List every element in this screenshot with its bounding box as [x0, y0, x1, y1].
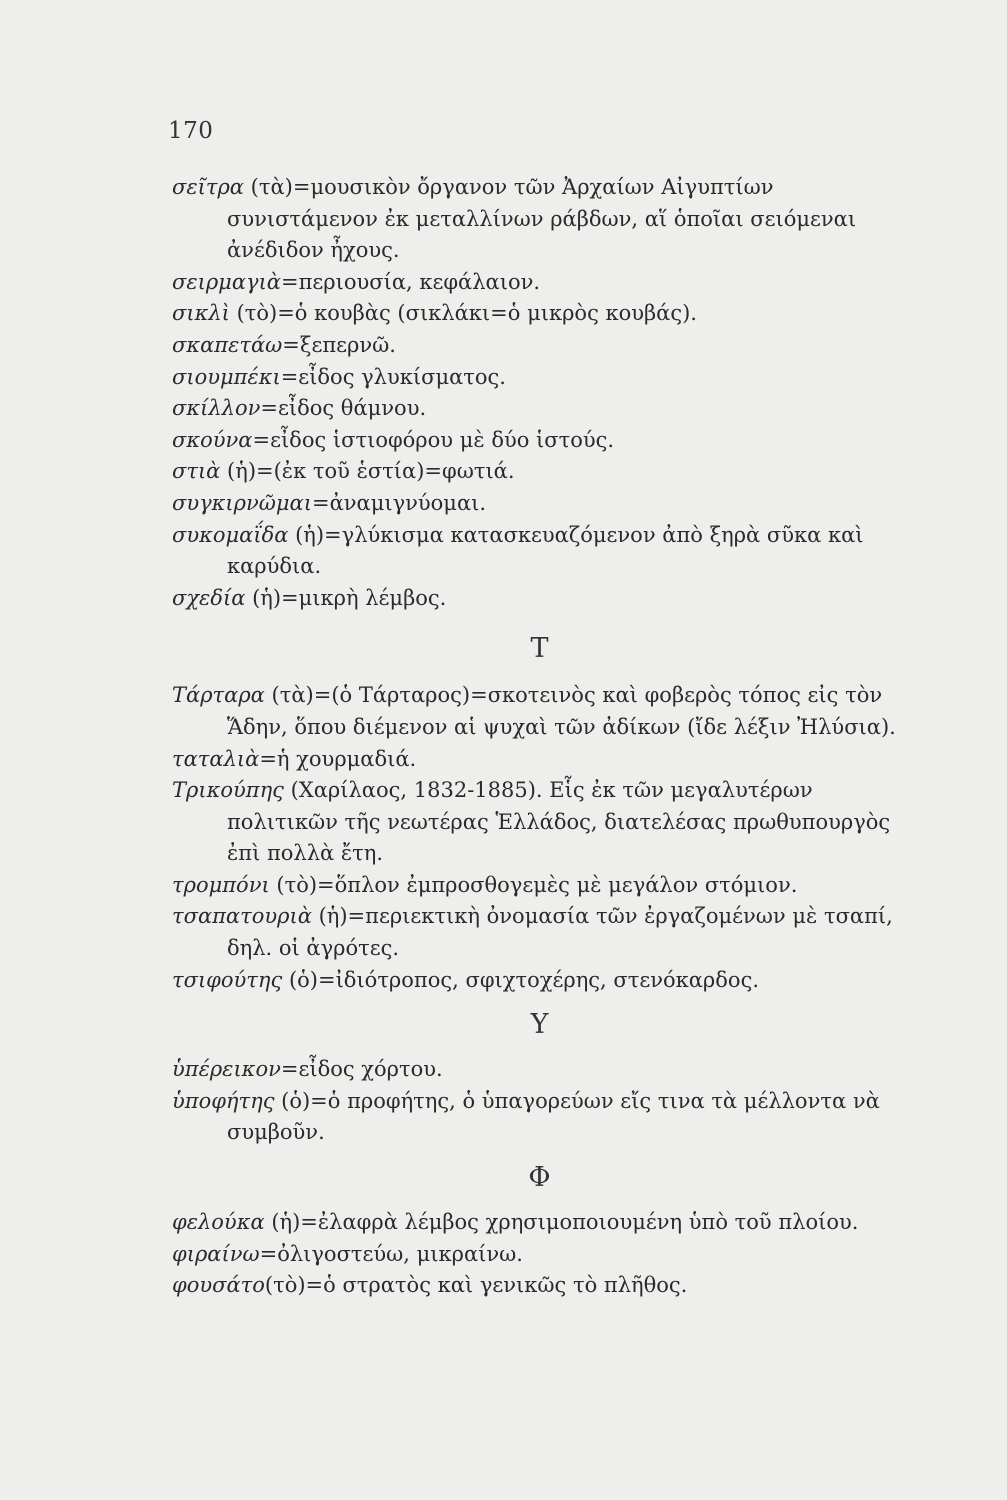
definition: =ἀναμιγνύομαι.: [311, 490, 487, 515]
headword: Τάρταρα: [172, 683, 265, 708]
definition: =εἶδος θάμνου.: [260, 396, 427, 421]
headword: σικλὶ: [172, 301, 230, 326]
glossary-entry: [172, 583, 897, 615]
definition: (τὰ)=(ὁ Τάρταρος)=σκοτεινὸς καὶ φοβερὸς τόπος εἰς τὸν Ἅδην, ὅπου διέμενον αἱ ψυχαὶ τῶν ἀδίκων (ἴδε λέξιν Ἠλύσια).: [227, 683, 896, 739]
definition: (ἡ)=μικρὴ λέμβος.: [245, 585, 447, 610]
glossary-entry: [172, 1207, 897, 1239]
glossary: [172, 172, 897, 1302]
glossary-entry: [172, 267, 897, 299]
headword: συκομαΐδα: [172, 522, 289, 547]
glossary-entry: [172, 456, 897, 488]
headword: ταταλιὰ: [172, 746, 260, 771]
definition: (ἡ)=περιεκτικὴ ὀνομασία τῶν ἐργαζομένων μὲ τσαπί, δηλ. οἱ ἀγρότες.: [227, 904, 893, 961]
headword: σιουμπέκι: [172, 364, 281, 389]
headword: φελούκα: [172, 1210, 265, 1235]
definition: (τὸ)=ὁ κουβὰς (σικλάκι=ὁ μικρὸς κουβάς).: [229, 301, 697, 326]
headword: ὑπέρεικον: [172, 1057, 281, 1082]
definition: (ἡ)=(ἐκ τοῦ ἑστία)=φωτιά.: [220, 459, 515, 484]
glossary-entry: [172, 1086, 897, 1149]
definition: =περιουσία, κεφάλαιον.: [280, 269, 541, 294]
definition: (ἡ)=ἐλαφρὰ λέμβος χρησιμοποιουμένη ὑπὸ τοῦ πλοίου.: [264, 1210, 859, 1235]
definition: (ὁ)=ἰδιότροπος, σφιχτοχέρης, στενόκαρδος.: [282, 967, 760, 992]
headword: ὑποφήτης: [172, 1088, 275, 1113]
headword: σειρμαγιὰ: [172, 269, 281, 294]
headword: σχεδία: [172, 585, 246, 610]
headword: Τρικούπης: [172, 778, 284, 803]
definition: =ξεπερνῶ.: [282, 332, 396, 357]
definition: =εἶδος χόρτου.: [280, 1057, 443, 1082]
glossary-entry: [172, 1270, 897, 1302]
glossary-entry: [172, 775, 897, 870]
headword: σκαπετάω: [172, 332, 283, 357]
headword: σεῖτρα: [172, 175, 244, 199]
glossary-entry: [172, 870, 897, 902]
glossary-entry: [172, 744, 897, 776]
glossary-entry: [172, 1054, 897, 1086]
page-number: 170: [168, 118, 214, 144]
definition: =εἶδος ἱστιοφόρου μὲ δύο ἱστούς.: [252, 427, 615, 452]
definition: (τὰ)=μουσικὸν ὄργανον τῶν Ἀρχαίων Αἰγυπτίων συνιστάμενον ἐκ μεταλλίνων ράβδων, αἵ ὁποῖαι σειόμεναι ἀνέδιδον ἦχους.: [227, 175, 857, 263]
definition: (ὁ)=ὁ προφήτης, ὁ ὑπαγορεύων εἴς τινα τὰ μέλλοντα νὰ συμβοῦν.: [227, 1088, 880, 1145]
headword: συγκιρνῶμαι: [172, 490, 312, 515]
glossary-entry: [172, 1239, 897, 1271]
headword: τσιφούτης: [172, 967, 283, 992]
glossary-entry: [172, 393, 897, 425]
glossary-entry: [172, 901, 897, 964]
definition: (τὸ)=ὅπλον ἐμπροσθογεμὲς μὲ μεγάλον στόμιον.: [269, 872, 798, 897]
definition: (τὸ)=ὁ στρατὸς καὶ γενικῶς τὸ πλῆθος.: [264, 1273, 688, 1298]
glossary-entry: [172, 425, 897, 457]
definition: =ἡ χουρμαδιά.: [259, 746, 417, 771]
glossary-entry: [172, 362, 897, 394]
glossary-entry: [172, 488, 897, 520]
definition: (Χαρίλαος, 1832-1885). Εἷς ἐκ τῶν μεγαλυτέρων πολιτικῶν τῆς νεωτέρας Ἑλλάδος, διατελέσας πρωθυπουργὸς ἐπὶ πολλὰ ἔτη.: [227, 778, 891, 866]
headword: στιὰ: [172, 459, 221, 484]
definition: =ὀλιγοστεύω, μικραίνω.: [259, 1241, 523, 1266]
section-letter-tau: Τ: [530, 633, 549, 665]
definition: (ἡ)=γλύκισμα κατασκευαζόμενον ἀπὸ ξηρὰ σῦκα καὶ καρύδια.: [227, 522, 864, 579]
headword: φιραίνω: [172, 1241, 260, 1266]
glossary-entry: [172, 330, 897, 362]
headword: τσαπατουριὰ: [172, 904, 312, 929]
glossary-entry: [172, 298, 897, 330]
section-letter-upsilon: Υ: [530, 1009, 549, 1041]
headword: σκίλλον: [172, 396, 261, 421]
glossary-entry: [172, 172, 897, 267]
headword: σκούνα: [172, 427, 253, 452]
definition: =εἶδος γλυκίσματος.: [280, 364, 506, 389]
headword: τρομπόνι: [172, 872, 270, 897]
section-letter-phi: Φ: [528, 1162, 551, 1194]
glossary-entry: [172, 520, 897, 583]
headword: φουσάτο: [172, 1273, 265, 1298]
glossary-entry: [172, 965, 897, 997]
glossary-entry: [172, 680, 897, 743]
